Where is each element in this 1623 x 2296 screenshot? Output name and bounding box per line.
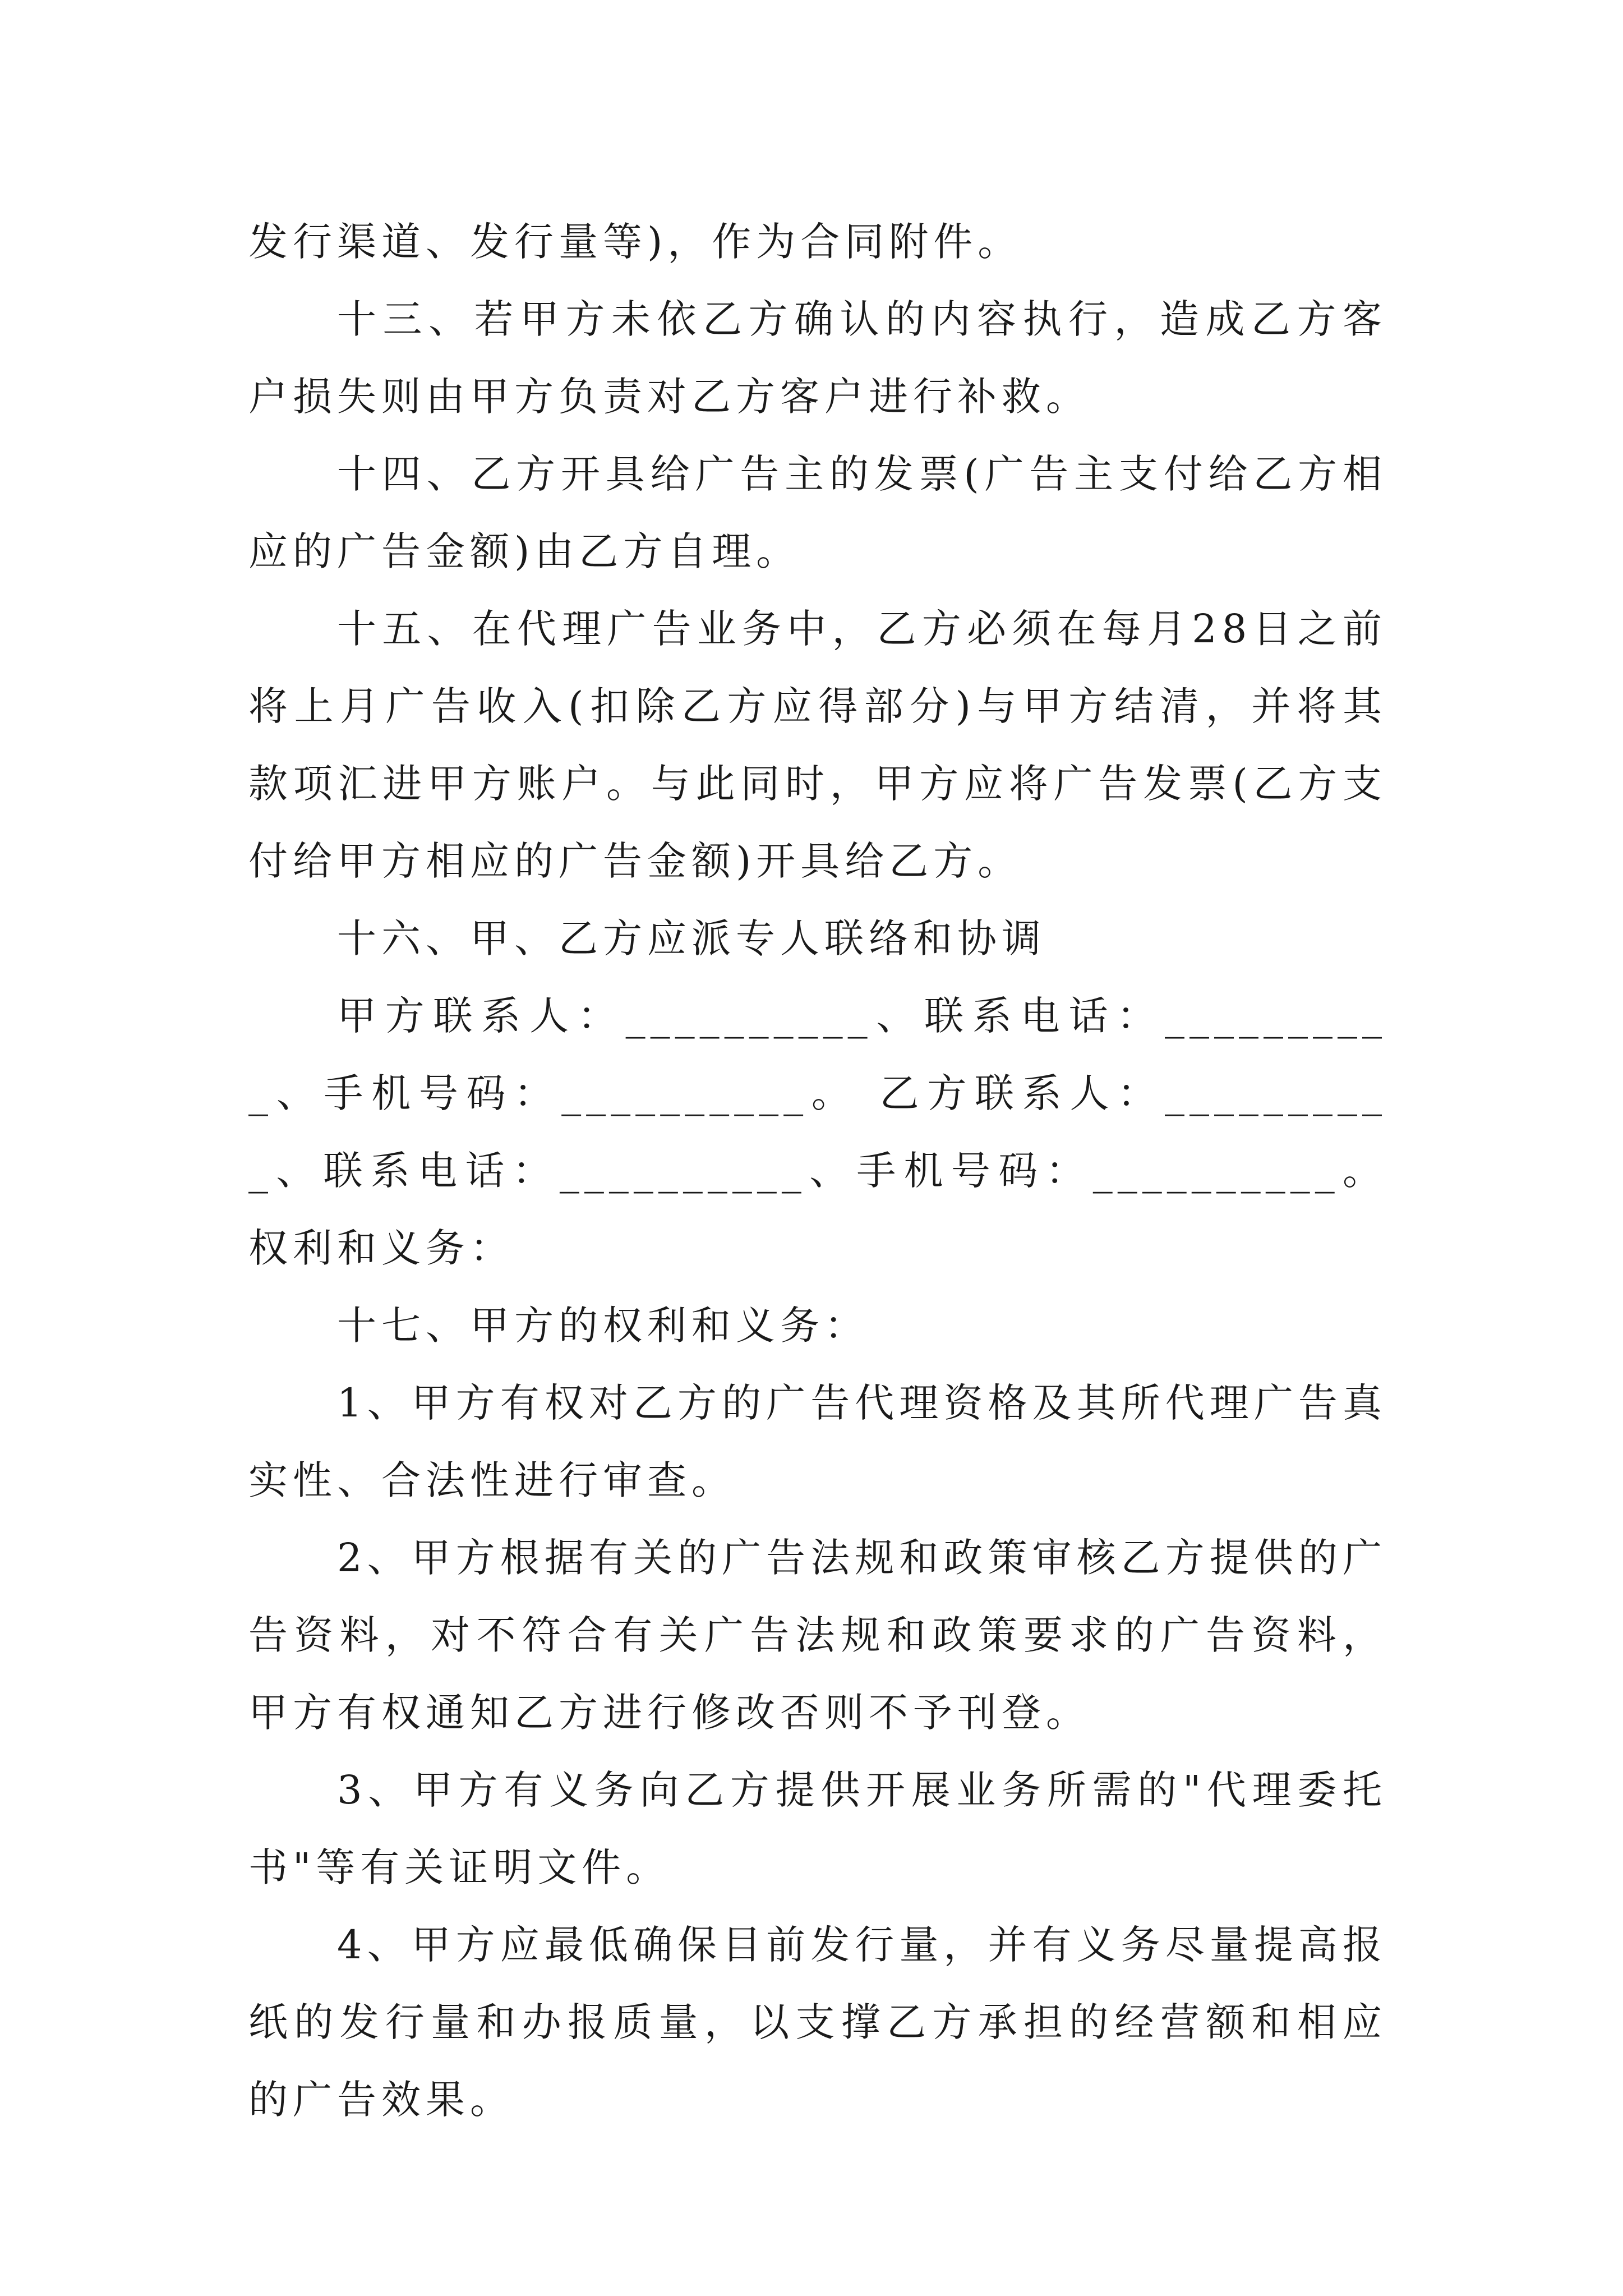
- paragraph-2: 十三、若甲方未依乙方确认的内容执行，造成乙方客户损失则由甲方负责对乙方客户进行补救。: [248, 296, 1387, 420]
- paragraph-8: 1、甲方有权对乙方的广告代理资格及其所代理广告真实性、合法性进行审查。: [248, 1380, 1387, 1503]
- paragraph-5: 十六、甲、乙方应派专人联络和协调: [337, 915, 1046, 961]
- paragraph-9: 2、甲方根据有关的广告法规和政策审核乙方提供的广告资料，对不符合有关广告法规和政策要求的广告资料，甲方有权通知乙方进行修改否则不予刊登。: [248, 1535, 1387, 1736]
- paragraph-4: 十五、在代理广告业务中，乙方必须在每月28日之前将上月广告收入(扣除乙方应得部分)与甲方结清，并将其款项汇进甲方账户。与此同时，甲方应将广告发票(乙方支付给甲方相应的广告金额)开具给乙方。: [248, 606, 1387, 884]
- paragraph-1: 发行渠道、发行量等)，作为合同附件。: [248, 219, 1022, 265]
- paragraph-3: 十四、乙方开具给广告主的发票(广告主支付给乙方相应的广告金额)由乙方自理。: [248, 451, 1387, 574]
- paragraph-7: 十七、甲方的权利和义务：: [337, 1303, 869, 1349]
- paragraph-11: 4、甲方应最低确保目前发行量，并有义务尽量提高报纸的发行量和办报质量，以支撑乙方承担的经营额和相应的广告效果。: [248, 1922, 1387, 2123]
- paragraph-10: 3、甲方有义务向乙方提供开展业务所需的"代理委托书"等有关证明文件。: [248, 1767, 1387, 1890]
- document-body: [248, 203, 1387, 2138]
- paragraph-6: 甲方联系人：__________、联系电话：__________、手机号码：__________。 乙方联系人：__________、联系电话：__________、手机号码：__________。 权利和义务：: [248, 993, 1387, 1271]
